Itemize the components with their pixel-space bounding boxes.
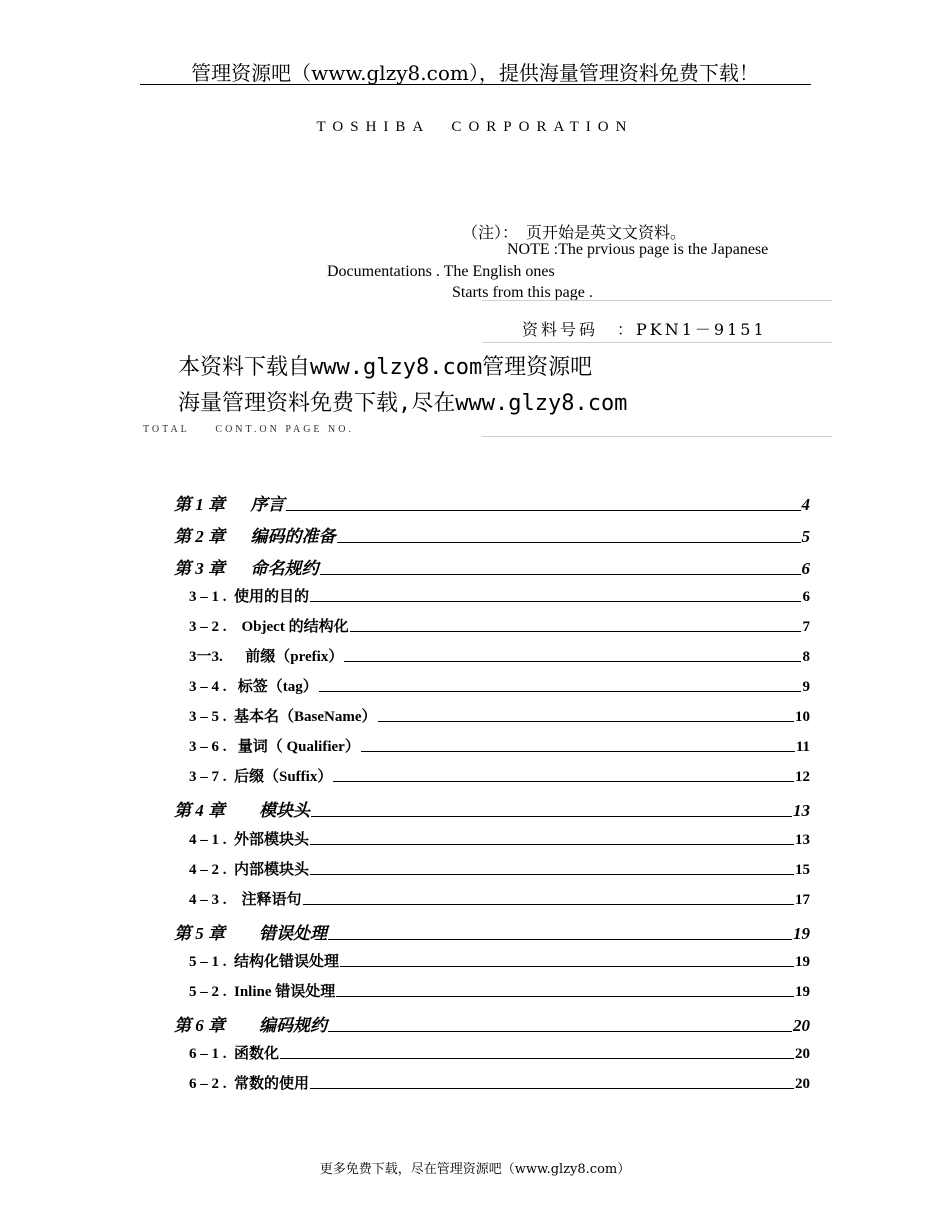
watermark-line2: 海量管理资料免费下载,尽在www.glzy8.com: [178, 391, 628, 416]
toc-section-row[interactable]: [189, 980, 810, 1001]
toc-page-number: 10: [795, 709, 810, 725]
toc-entry-number: 第 6 章: [174, 1016, 259, 1035]
toc-page-number: 19: [793, 924, 810, 943]
toc-page-number: 6: [801, 559, 810, 578]
toc-chapter-row[interactable]: [174, 796, 810, 821]
total-pages-label: TOTAL CONT.ON PAGE NO.: [143, 424, 354, 435]
toc-entry-number: 第 4 章: [174, 801, 259, 820]
note-chinese: （注）： 页开始是英文文资料。: [462, 223, 687, 242]
note-english-line3: Starts from this page .: [452, 284, 593, 301]
document-number: 资料号码 ：PKN1－9151: [522, 320, 767, 339]
toc-entry-title: 前缀（prefix）: [245, 649, 344, 665]
toc-page-number: 15: [795, 862, 810, 878]
toc-page-number: 17: [795, 892, 810, 908]
toc-entry-title: 错误处理: [259, 924, 327, 943]
toc-page-number: 19: [795, 954, 810, 970]
note-english-line1: NOTE :The prvious page is the Japanese: [507, 241, 769, 258]
toc-entry-title: 基本名（BaseName）: [234, 709, 377, 725]
toc-entry-title: 使用的目的: [234, 589, 310, 605]
toc-entry-number: 4 – 2 .: [189, 862, 234, 878]
toc-entry-number: 5 – 2 .: [189, 984, 234, 1000]
toc-entry-title: 编码规约: [259, 1016, 327, 1035]
toc-entry-title: 量词（ Qualifier）: [237, 739, 360, 755]
toc-page-number: 7: [802, 619, 810, 635]
form-rule-top: [482, 300, 832, 301]
toc-entry-title: 函数化: [234, 1046, 280, 1062]
page-footer: 更多免费下载，尽在管理资源吧（www.glzy8.com）: [319, 1162, 631, 1177]
header-divider: [140, 84, 811, 85]
toc-chapter-row[interactable]: [174, 1011, 810, 1036]
toc-entry-title: 标签（tag）: [237, 679, 318, 695]
toc-entry-number: 6 – 1 .: [189, 1046, 234, 1062]
toc-leader-line: [333, 781, 794, 782]
toc-entry-number: 3一3.: [189, 649, 246, 665]
toc-entry-title: 后缀（Suffix）: [234, 769, 333, 785]
toc-entry-number: 6 – 2 .: [189, 1076, 234, 1092]
toc-entry-number: 3 – 2 .: [189, 619, 242, 635]
toc-entry-number: 3 – 1 .: [189, 589, 234, 605]
toc-page-number: 8: [802, 649, 810, 665]
toc-leader-line: [378, 721, 795, 722]
toc-leader-line: [286, 510, 801, 511]
watermark-line1: 本资料下载自www.glzy8.com管理资源吧: [178, 355, 593, 380]
toc-page-number: 19: [795, 984, 810, 1000]
toc-entry-title: 注释语句: [241, 892, 302, 908]
toc-section-row[interactable]: [189, 888, 810, 909]
toc-section-row[interactable]: [189, 765, 810, 786]
toc-chapter-row[interactable]: [174, 490, 810, 515]
toc-leader-line: [280, 1058, 794, 1059]
toc-leader-line: [344, 661, 801, 662]
toc-leader-line: [337, 542, 801, 543]
toc-leader-line: [310, 1088, 794, 1089]
toc-leader-line: [310, 874, 794, 875]
toc-page-number: 9: [802, 679, 810, 695]
toc-leader-line: [340, 966, 794, 967]
toc-page-number: 11: [795, 739, 810, 755]
toc-section-row[interactable]: [189, 645, 810, 666]
toc-section-row[interactable]: [189, 675, 810, 696]
toc-entry-title: 常数的使用: [234, 1076, 310, 1092]
toc-entry-title: 序言: [250, 495, 285, 514]
toc-leader-line: [350, 631, 801, 632]
toc-entry-title: 模块头: [259, 801, 310, 820]
toc-chapter-row[interactable]: [174, 554, 810, 579]
toc-entry-number: 第 2 章: [174, 527, 251, 546]
toc-section-row[interactable]: [189, 615, 810, 636]
toc-entry-title: Inline 错误处理: [234, 984, 336, 1000]
toc-entry-number: 3 – 6 .: [189, 739, 238, 755]
toc-entry-title: Object 的结构化: [241, 619, 349, 635]
toc-entry-number: 5 – 1 .: [189, 954, 234, 970]
toc-entry-title: 编码的准备: [250, 527, 336, 546]
toc-page-number: 13: [795, 832, 810, 848]
toc-section-row[interactable]: [189, 858, 810, 879]
toc-entry-title: 外部模块头: [234, 832, 310, 848]
toc-entry-number: 3 – 7 .: [189, 769, 234, 785]
toc-entry-title: 内部模块头: [234, 862, 310, 878]
toc-entry-title: 命名规约: [250, 559, 319, 578]
toc-page-number: 13: [793, 801, 810, 820]
toc-leader-line: [320, 574, 801, 575]
toc-section-row[interactable]: [189, 1042, 810, 1063]
note-english-line2: Documentations . The English ones: [327, 263, 555, 280]
toc-leader-line: [310, 601, 801, 602]
toc-entry-number: 4 – 1 .: [189, 832, 234, 848]
toc-page-number: 20: [795, 1076, 810, 1092]
toc-section-row[interactable]: [189, 705, 810, 726]
form-rule-bottom: [482, 436, 832, 437]
toc-page-number: 4: [801, 495, 810, 514]
toc-entry-number: 第 3 章: [174, 559, 251, 578]
toc-section-row[interactable]: [189, 828, 810, 849]
toc-entry-number: 4 – 3 .: [189, 892, 242, 908]
toc-entry-number: 第 1 章: [174, 495, 251, 514]
toc-entry-number: 3 – 5 .: [189, 709, 234, 725]
toc-leader-line: [319, 691, 801, 692]
company-name: TOSHIBA CORPORATION: [316, 119, 634, 135]
toc-page-number: 20: [795, 1046, 810, 1062]
page-header-text: 管理资源吧（www.glzy8.com），提供海量管理资料免费下载！: [191, 61, 759, 85]
toc-page-number: 12: [795, 769, 810, 785]
toc-leader-line: [310, 844, 794, 845]
toc-page-number: 6: [802, 589, 810, 605]
toc-leader-line: [328, 1031, 792, 1032]
toc-chapter-row[interactable]: [174, 919, 810, 944]
toc-leader-line: [303, 904, 794, 905]
toc-leader-line: [328, 939, 792, 940]
toc-page-number: 20: [793, 1016, 810, 1035]
toc-section-row[interactable]: [189, 585, 810, 606]
toc-entry-title: 结构化错误处理: [234, 954, 340, 970]
toc-page-number: 5: [801, 527, 810, 546]
form-rule-middle: [482, 342, 832, 343]
toc-leader-line: [336, 996, 794, 997]
toc-section-row[interactable]: [189, 950, 810, 971]
toc-chapter-row[interactable]: [174, 522, 810, 547]
toc-leader-line: [311, 816, 792, 817]
toc-section-row[interactable]: [189, 735, 810, 756]
toc-leader-line: [361, 751, 795, 752]
toc-entry-number: 第 5 章: [174, 924, 259, 943]
toc-entry-number: 3 – 4 .: [189, 679, 238, 695]
toc-section-row[interactable]: [189, 1072, 810, 1093]
